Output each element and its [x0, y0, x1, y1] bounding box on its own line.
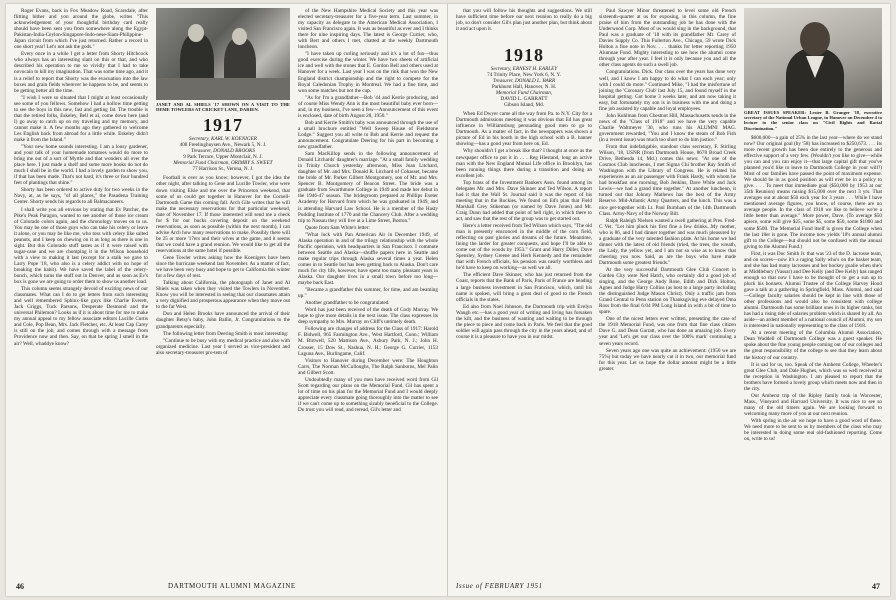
column-paragraph: "Became a grandfather this summer, for time, and am beaming up.": [298, 287, 438, 300]
column-paragraph: Football is over as you know; however, I got the idea the other night, after talking to Gene and Lucille Towler, who were down visiting Elsie and me over the Princeton weekend, that some of us could get together in Hanover for the Cornell-Dartmouth Game this coming fall. Arch Gile writes that he will make the necessary reservations for that particular weekend, date of November 17. If those interested will send me a check for $ for our bucks covering deposit on the weekend reservations, as soon as possible (within the next month), I can advise Arch how many reservations to make. Possibly there will be 25 or more '17ers and their wives at the game, and it seems that we could have a grand reunion. We would like to get all the reservations at the same hotel if possible.: [156, 175, 290, 254]
memorial-name-1918: DAVID L. GARRATT: [500, 96, 548, 103]
column-paragraph: "Continue to be busy with my medical practice and also with organized medicine. Last year I served as vice-president and also secretary-treasurer pro-tem of: [156, 337, 290, 356]
class-year: 1917: [203, 115, 243, 136]
column-paragraph: At the very successful Dartmouth Glee Club Concert in Garden City were Ned Hatch, who certainly did a good job of singing, and the George Andy Rose, Edith and Dick Holton, Agnes and Judge Harry Collins (as host to a large party including the distinguished Judge Mason Christ). Only a traffic jam from Grand Central to Penn station on Thanksgiving eve delayed Oma Ross from the final 6:04 PM Long Island in with a bit of time to spare.: [599, 266, 736, 316]
magazine-footer: DARTMOUTH ALUMNI MAGAZINE: [168, 582, 296, 590]
memorial-line: Memorial Fund Chairman, ORIMBY S. SWEET: [173, 160, 273, 167]
treasurer-line-1918: Treasurer, DONALD L. BARR: [492, 78, 556, 85]
column-paragraph: It is sad for us, too. Speak of the Amherst College, Wheeler's great Glee Club, and Dale Hughes, which was so well received at the reception in Washington. I am pleased to report that the brothers have formed a lovely group which meets now and then in the city.: [744, 361, 882, 392]
column-paragraph: Our Amherst trip of the Ripley family took in Worcester, Mass., Vineyard and Harvard University. It was nice to see so many of the old timers again. We are looking forward to welcoming many more of you at our next reunion.: [744, 392, 882, 417]
magazine-spread: [6, 4, 890, 596]
column-paragraph: Talking about California, the photograph of Janet and Al Shiels was taken when they visited the Towlers in November. Know you will be interested in seeing that our classmates attain a very dignified and prosperous appearance when they move out to the far West.: [156, 280, 290, 311]
column-paragraph: "I have taken up curling seriously and it's a lot of fun—thus good exercise during the winter. We have two sheets of artificial ice and well with the stones that E. Gordon Bell and others used at Hanover for a week. Last year I was on the rink that won the New England district championship and the right to compete for the Royal Caledonian Trophy in Montreal. We had a fine time, and won some matches but not the cup.: [298, 51, 438, 94]
column-paragraph: Top brass of the Investment Bankers Assn. found among its delegates Mr. and Mrs. Dave Skinner and Ted Wilson. A report had it that the Wall St. Journal said it was the report of his meeting that in the Rockies. We found on Ed's plan that Field Marshall Grey Stikeman (or named by Dave Jones) and Mr. Craig Dunn had added that point of hell right, in which there to act, and saw that the rest of the group was to get started out.: [456, 179, 592, 222]
column-paragraph: Shorty has been ordered to active duty for two weeks in the Navy, at, as he says, "of all places," the Pasadena Training Center. Shorty sends his regards to all Balmacaneers.: [14, 187, 148, 206]
column-paragraph: Ralph Raleigh Nielsen wanted a swell gathering at Pres. Fred-C Vet. "Let him pluck his first fine a few drinks...My mother, who is 86, and I had dinner together and was much pleasured by a graduate of the very talented fashion plate. At his home we had dinner with the latest of old friends (tried, the trees, the wreath, the Lady, the yellow yet, and I am not so wise as to know that cheering you now. Said, as are the boys who have made Dartmouth some greatest friends.": [599, 217, 736, 266]
column-paragraph: When Ed Dwyer came all the way from Pa. to N.Y. City for a Dartmouth admissions meeting it was obvious that Ed has great influence in Williamsburg persuading good men to go to Dartmouth. As a matter of fact, in the newspapers was shown a picture of Ed in his booth in the high school with a B. banner showing—has a good year from here on, Ed.: [456, 111, 592, 148]
column-paragraph: Another grandfather to be congratulated.: [305, 300, 390, 307]
shiels-photo: [156, 8, 290, 100]
memorial-address-1918: Gibson Island, Md.: [503, 102, 545, 109]
left-column-3: [298, 8, 438, 570]
granger-caption: GREAT ISSUES SPEAKER: Lester B. Granger '18, executive secretary of the National Urban League, in Hanover on December 4 to lecture to the senior class on "Civil Rights and Racial Discrimination.": [744, 110, 882, 131]
column-paragraph: From that indefatigable, standout class secretary, F. Stirling Wilson, '18, USNR (from Dartmouth House, 8678 Broad Creek Drive, Bethesda 14, Md.) comes this news: "At one of the Cosmos Club luncheons, I met Sigma Chi brother Ray Smith of Washington with the Library of Congress. He is related his experiences as an air passenger with Frank Hardy, with whom he had breakfast one morning, Bob Jenkins, Dave White and Jack Lewis—we had a grand time together." At another luncheon, it turned out that Johnny Mathews has the best of the Army Reserve. Mid-Atlantic Army Quarters, and the lunch. This was a nice get-together with Lt. Paul Burnham of the 14th Dartmouth Class. Army-Navy of the Norway Bilt.: [599, 144, 736, 217]
column-paragraph: Here's a letter received from Ted Wilson which says, "The old man is presently ensconced in the middle of the corn field, reflecting on past glories and dreams of the future. Meantime, lining the larder for greater conquests, and hope I'll be able to come out of the woods by 1953." Grant and Harry Diller, Dave Spensley, Sydney Greene and Herb Kennedy and the remainder that with French officials, his pension was nearly worthless and he'd have to keep on working—as well we all.: [456, 223, 592, 272]
class-1917-header: [156, 116, 290, 172]
column-paragraph: Following are changes of address for the Class of 1917: Harold F. Bidwell, 965 Farmington Ave., West Hartford, Conn.; William M. Birtwell, 520 Mattison Ave., Asbury Park, N. J.; John H. Crosser, 15 Dow St., Nashua, N. H.; George G. Currier, 1153 Laguna Ave., Burlingame, Calif.: [298, 326, 438, 357]
column-paragraph: Ed also from Noel Johnson, the Dartmouth trip with Evelyn Waugh etc.—has a good year of writing and living has forsaken the kilt, and the business of wanting and waiting to be through the piece to piece and come back in Paris. We feel that the good soldier will again pass through the city in the years ahead, and of course it is a pleasure to have you in our midst.: [456, 303, 592, 340]
treasurer-address: 9 Park Terrace, Upper Montclair, N. J.: [183, 154, 263, 161]
left-column-2: [156, 8, 290, 570]
column-paragraph: The efficient Dave Skinner, who has just returned from the Coast, reports that the Bank of Paris, Paris of France are heading a large business investment in San Francisco, which, until his name is spoken, will bring a great deal of good to the French officials in the states.: [456, 272, 592, 303]
column-paragraph: "Your new home sounds interesting. I am a lousy gardener, and your talk of your homemade tomatoes would do more to bring me out of a sort of Myrtle and that wonders all over the place here. I just made a shelf and some more books do not do much I shall be in the world. I had a lovely garden to show you, if that has been made. That's not hard, it's three or four hundred feet of plantings that shine.": [14, 144, 148, 187]
column-paragraph: Seven years ago one was quite an achievement: (1950 we are 75%) but today we have nearly cut it in two, our memorial fund for this year. Let us hope the dollar amount might be a little greater.: [599, 347, 736, 372]
treasurer-address-1918: Parkhurst Hall, Hanover, N. H.: [491, 84, 557, 91]
column-paragraph: This column seems strangely devoid of exciting news of our classmates. What can I do to get letters from such interesting and well remembered Sphinx-like guys like Charlie Everett, Jack Griggs, Tuck Parsons, Desperate Desmond and the universal Philemon? Looks as if it is about time for me to make my annual appeal to my fellow associate editors Lucille Curtis and Cole, Pop Bean, Mrs. Jack Fletcher, etc. At least Cap Carey is still on the job, and comes through with a message from Providence now and then. Say, on that be spring I smell in the air? Well, whaddye know?: [14, 286, 148, 347]
secretary-address-1918: 74 Trinity Place, New York 6, N. Y.: [487, 72, 561, 79]
column-paragraph: of the New Hampshire Medical Society and this year was elected secretary-treasurer for a five-year term. Last summer, in my capacity as delegate to the American Medical Association, I visited San Francisco again. It was as beautiful as ever and I thinks there for nine inspiring days. The latest is George Currier, who, with Bert and others I met, chatted at the weekly Dartmouth luncheon.: [298, 8, 438, 51]
class-1918-header: [456, 46, 592, 108]
granger-photo: [744, 8, 882, 108]
column-paragraph: Quote from Sam White's letter:: [305, 224, 370, 231]
column-paragraph: Word has just been received of the death of Cody Murray. We hope to give more details in the next issue. The class expresses its deep sympathy to Mrs. Murray on Cliff's untimely death.: [298, 307, 438, 326]
memorial-address: 77 Harrison St., Verona, N. J.: [192, 166, 254, 173]
column-paragraph: The following letter from Deering Smith is most interesting:: [163, 330, 289, 337]
column-paragraph: At a recent meeting of the Columbia Alumni Association, Dean Waddell of Dartmouth College was a guest speaker. He spoke about the fine young people coming out of our colleges and the great responsibility of the college to see that they learn about the history of our country.: [744, 330, 882, 361]
left-page: [6, 4, 448, 596]
column-paragraph: Every once in a while I get a letter from Shorty Hitchcock who always has an interesting slant on this or that, and who described his operation to me so vividly that I had to take novocain to kill my imagination. That was some time ago, and it is a relief to report that Shorty was the evacuation into the law boxes and grain fields wherever he happens to be, and seems to be getting better all the time.: [14, 51, 148, 94]
column-paragraph: Sam MacKillop sends in the following announcement of Donald Litchards' daughter's marriage. "At a small family wedding in Trinity Church yesterday afternoon, Miss Joan Litchard, daughter of Mr. and Mrs. Donald R. Litchard of Cohasset, became the bride of Mr. Parker Gilbert Montgomery, son of Mr. and Mrs. Spencer B. Montgomery of Beacon Street. The bride was a graduate from Swarthmore College in 1949 and made her debut in the 1946-47 season. The bridegroom prepared at Phillips Exeter Academy for Harvard from which he was graduated in 1949, and is attending Harvard Law School. He is a member of the Hasty Pudding Institute of 1770 and the Chancery Club. After a wedding trip to Nassau they will live at a Lime Street, Boston.": [298, 151, 438, 224]
column-paragraph: Bob and Kerrie Smith's baby was announced through the use of a small brochure entitled "Well Sweep House of Fieldstone Lodge." Suggest you all write to Bob and Kerrie and request the announcement. Congratulate Deering for his part in becoming a new grandfather.: [298, 119, 438, 151]
right-page: [448, 4, 890, 596]
memorial-line-1918: Memorial Fund Chairman,: [495, 90, 553, 97]
column-paragraph: One of the nicest letters ever written, presenting the case of the 1918 Memorial Fund, was one from that fine class citizen Dave G. and Dean Garratt, who has done an amazing job. Every year and 'Let's get our class over the 100% mark' continuing a seven years record.: [599, 316, 736, 347]
column-paragraph: "I wish I were so situated that I might at least occasionally see some of you fellows. Somehow I had a hollow time getting to see the boys in this new, fast and getting fat. The trouble is that the retired folks, Eskeley, Bell et al, come down here (and I) go away to catch up on my traveling and my memory, and cannot make it. A few months ago they gathered to welcome Les English back from abroad for a little while. Eskeley didn't make it from the Island.": [14, 94, 148, 143]
column-paragraph: First, it was Doc Smith Jr. that was '23 of the D. lacrosse team, and on scores—now it's a raging Sally who's on the basket team, and she has had many lacrosses and her hockey goalie when she's at Middlebury (Vassar) and Dee Kelly (and Dee Kelly) has ranged enough so that now I have to be thought of to get a sun up to pluck his bonnets. Alumni Trustee of the College Harvey Hood gave a talk at a gathering in Springfield, Mass. Alumni, and said—College faculty salaries should be kept in line with those of other professions and would also be consistent with college alumni. Dartmouth has some brilliant ones in its higher ranks, but has had a rising tide of salaries problem which is shared by all. An aside—an ardent member of a national council of Alumni, my son is interested in nationally representing to the class of 1918.: [744, 250, 882, 330]
column-paragraph: I shall write you all envious by stating that Ev Patcher, the Pike's Peak Paragon, wanted to see another of those ice cream of Colorado colors again, and the chronology moves on to us. You may be one of those guys who can take his celery or leave it alone, or you may be like me, who toss with celery like salted peanuts, and I keep on chewing on it as long as there is one in sight. But this Colorado stuff tastes as if it were raised with sugar-cane and we are chomping it in the Wilson household with a view to making it last (except for a stalk we gave to Larry Pope '18, who also is a celery addict with no hope of breaking the habit). We have saved the label of the celery-bunch, which turns the stuff out in Denver, and as soon as Ev's box is gone we are going to order them to show us another load.: [14, 206, 148, 286]
secretary-line-1918: Secretary, ERNEST H. EARLEY: [490, 66, 558, 73]
column-paragraph: With spring in the air we hope to have a good word of those. We need more to be sent to us by members of the class who may be interested in doing some real old-fashioned reporting. Come on, write to us!: [744, 417, 882, 443]
column-paragraph: Undoubtedly many of you men have received word from Gil Scott regarding our plans on the Memorial Fund. Gil has spent a lot of time on his plan for the Memorial Fund and I would deeply appreciate every classmate going thoroughly into the matter to see if we can't come up to something sizably beneficial to the College. Do trust you will read, and reread, Gil's letter and: [298, 376, 438, 413]
column-paragraph: Paul Sawyer Minor threatened to level some old French sixteenth-quarter at us for exposing, in this column, the fine praise of him from the outstanding job he has done with the Underwood Corp. Most of us would sing in the background, that Paul was a graduate of '18 with its grandfather Mr. Carey of Davies Supply Co. This Fullerton Ave., Chicago, 59 wrote Dick Holton a fine note in Nov. . . . thanks for letter reporting 1950 Alumnae Fund. Mighty interesting to see how the alumni come through year after year. I feel it is only because you and all the other class agents do such a swell job.: [599, 8, 736, 69]
column-paragraph: "As for I'm a grandfather—Bob '44 and Kerrie producing, and of course Miss Wendy Ann is the most beautiful baby ever born—and, in my business, I've seen a few—Announcement of this event is enclosed, date of birth August 28, 1950.": [298, 94, 438, 119]
treasurer-line: Treasurer, DONALD BROOKS: [190, 148, 256, 155]
column-paragraph: Don and Helen Brooks have announced the arrival of their daughter Betsy's baby, John Ballin, Jr. Congratulations to the grandparents especially.: [156, 311, 290, 330]
secretary-line: Secretary, KARL W. KOENIGER: [189, 136, 257, 143]
page-number-right: 47: [872, 582, 880, 591]
photo-caption: JANET AND AL SHIELS '17 SHOWN ON A VISIT TO THE DEME TOWLERS AT CRICKET LANE, DARIEN.: [156, 102, 290, 113]
right-column-1: [456, 8, 592, 570]
issue-footer: Issue of FEBRUARY 1951: [456, 582, 543, 590]
column-paragraph: "What luck with Pan American Air in December 1949, of Alaska operation in and of the trilogy relationship with the whole Pacific operation, with headquarters in San Francisco. I commute between Seattle and Alaska—shuffle papers here in Seattle and make regular trips through Alaska several times a year. Helen comes in to Seattle but has been getting back to Alaska. Don't care much for city life, however, have spent too many pleasant years in Alaska. Our daughter lives in a small town before too long—maybe back East.: [298, 231, 438, 287]
column-paragraph: John Kuhlman from Chestnut Hill, Massachusetts sends in the news of the "Class of 1918" and we have the very capable Charlie Waltmeyer '30, who runs his ALUMNI MAG. government rewarded, "You and I know the steam of Bob Fish (in a recent issue) was much too short to do him justice.": [599, 112, 736, 143]
right-column-2: [599, 8, 736, 570]
class-year-1918: 1918: [504, 45, 544, 66]
class-1918-notes: [456, 111, 592, 340]
right-column-3: [744, 8, 882, 570]
page-number-left: 46: [16, 582, 24, 591]
secretary-address: 408 Freelinghuysen Ave., Newark 5, N. J.: [179, 142, 267, 149]
column-paragraph: Visitors to Hanover during December were: The Houghton Carrs, The Norman McCulloughs, The Ralph Sanborns, Mel Palin and Gilbert Scott.: [298, 357, 438, 376]
column-paragraph: Gene Towler writes asking how the Koenigers have been since the hurricane weekend last November. As a matter of fact, we have been very busy and hope to get to California this winter for a few days of rest.: [156, 255, 290, 280]
column-paragraph: Congratulations. Dick. Our class over the years has done very well, and I know I am happy to do what I can each year; only with I could do more." Continued Mike, "I had the misfortune of joining the 'Coronary Club' last July 15, and found myself in the hospital getting. Got home 3 weeks later, and am now taking it easy, but fortunately my son is in business with me and doing a fine job assisted by capable and loyal employees.: [599, 69, 736, 112]
class-1917-notes: [156, 175, 290, 355]
left-column-1: [14, 8, 148, 570]
column-paragraph: that you will follow his thoughts and suggestions. We still have sufficient time before our next reunion to really do a big job, so don't consider Gil's plan just another plan, but think about it and act upon it.: [456, 8, 592, 33]
column-paragraph: Why shouldn't I get a break like that? I thought at once as the newspaper office to put it in . . . Reg Hiestand, long an active man with the New England Mutual Life office in Brooklyn, has been running things there during a transition and doing an excellent job.: [456, 148, 592, 179]
column-paragraph: Roger Evans, back in Fox Meadow Road, Scarsdale, after flitting hither and yon around the globe, writes "This acknowledgement of your thoughtful birthday card really should have been sent you from somewhere along the Egypt-Pakistan-India-Ceylon-Singapore-Indo-nese-Siam-Philippine-Japan circuit from which I've just returned. Rather a record in one short year! Let's not ask the gods.": [14, 8, 148, 51]
column-paragraph: $600,000—a gain of 25% in the last year—where do we stand now? Our original goal (by '58) has increased to $250,673. . . . Its more recent growth has been due entirely to the generous and effective support of a very few. (Wouldn't you like to give—while you can and you can enjoy it—that large capital gift that you've planned you'd like to leave to Dartmouth College in your will?) Most of our families have passed the point of maximum expense. We should be in as good position as will ever be in a policy to give. . . . To meet that immediate goal ($50,000 by 1953 at our 35th Reunion) means raising $15,000 over the next 3 yrs. That averages out at about $50 each year for 3 years . . . While I have mentioned average figures, you know, of course, there are no average people. In the class of 1918 we like to believe we're a little better than average." More power, Dave. (To average $50 apiece, some will give $25, some $5, some $50, some $1000 and some $500. The Memorial Fund itself is given the College when the last 18er is gone. The income now yields '18's annual alumni gift to the College—but should not be confused with the annual giving to the Alumni Fund.): [744, 134, 882, 250]
